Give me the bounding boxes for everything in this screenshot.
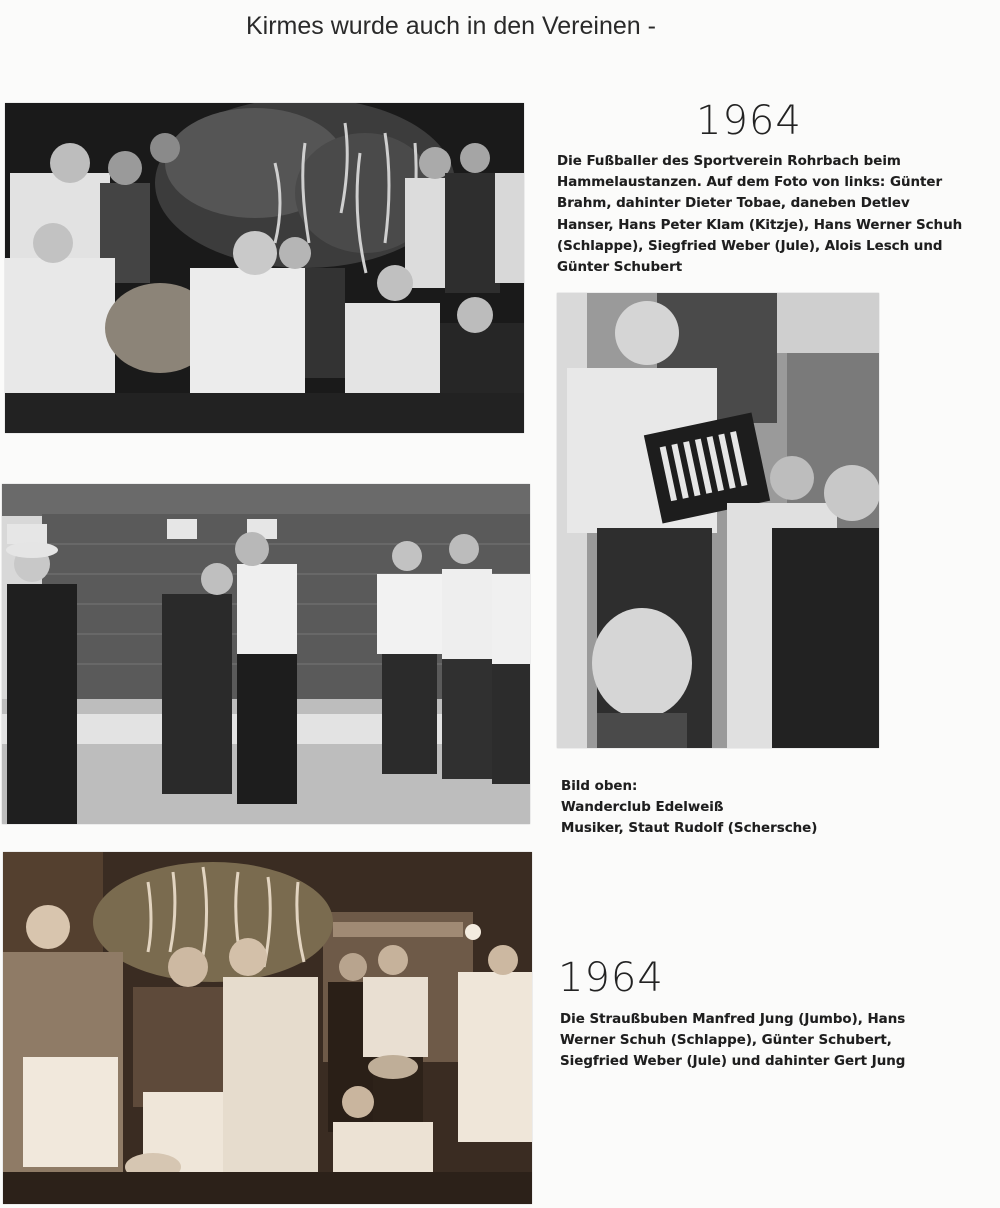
year-heading-1: 1964: [696, 98, 802, 144]
caption-line: Wanderclub Edelweiß: [561, 800, 724, 816]
caption-line: Hanser, Hans Peter Klam (Kitzje), Hans Werner Schuh: [557, 217, 963, 233]
photo-accordion-musician: [557, 293, 879, 748]
caption-line: Musiker, Staut Rudolf (Schersche): [561, 821, 818, 837]
caption-line: Siegfried Weber (Jule) und dahinter Gert Jung: [560, 1054, 906, 1070]
caption-line: Brahm, dahinter Dieter Tobae, daneben Detlev: [557, 196, 910, 212]
photo-strausbuben-night-procession: [3, 852, 532, 1204]
year-heading-2: 1964: [558, 955, 664, 1001]
caption-line: Günter Schubert: [557, 260, 683, 276]
caption-football-team: [557, 151, 962, 278]
caption-line: Hammelaustanzen. Auf dem Foto von links: Günter: [557, 175, 943, 191]
caption-line: Werner Schuh (Schlappe), Günter Schubert,: [560, 1033, 892, 1049]
caption-strausbuben: [560, 1009, 905, 1073]
photo-football-team-with-sheep: [5, 103, 524, 433]
caption-hiking-club: [561, 776, 817, 840]
caption-line: Bild oben:: [561, 779, 638, 794]
caption-line: Die Straußbuben Manfred Jung (Jumbo), Hans: [560, 1012, 906, 1027]
photo-hiking-club-street-parade: [2, 484, 530, 824]
caption-line: Die Fußballer des Sportverein Rohrbach beim: [557, 154, 901, 169]
page-title: Kirmes wurde auch in den Vereinen -: [246, 12, 656, 40]
caption-line: (Schlappe), Siegfried Weber (Jule), Alois Lesch und: [557, 238, 943, 254]
